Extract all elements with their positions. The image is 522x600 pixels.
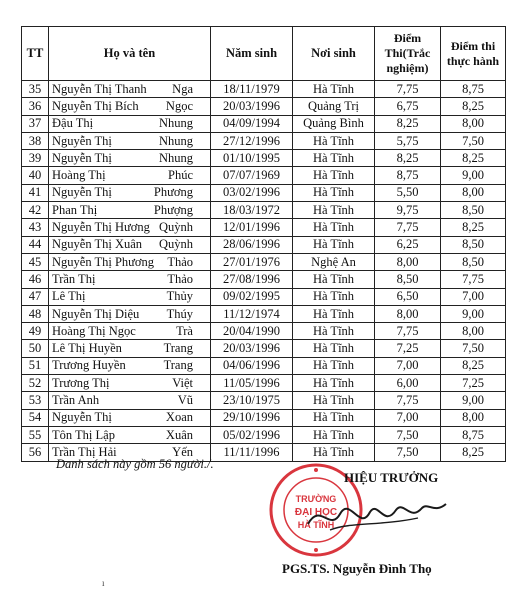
header-practice-score [441,27,506,81]
row-given-name: Vũ [177,392,193,407]
row-theory-score: 6,00 [375,375,441,392]
header-practice-text: Điểm thi thực hành [446,38,500,68]
row-birth-date: 11/12/1974 [211,305,293,322]
signature-title: HIỆU TRƯỞNG [344,470,439,485]
row-full-name [49,219,211,236]
row-tt: 37 [22,115,49,132]
row-full-name [49,426,211,443]
row-birth-place: Quảng Trị [293,98,375,115]
row-birth-date: 12/01/1996 [211,219,293,236]
row-birth-place: Hà Tĩnh [293,375,375,392]
table-row [22,392,506,409]
table-row [22,132,506,149]
table-row [22,167,506,184]
row-birth-place: Hà Tĩnh [293,444,375,461]
row-given-name: Nhung [158,150,193,165]
row-birth-place: Hà Tĩnh [293,323,375,340]
row-tt: 39 [22,150,49,167]
row-tt: 49 [22,323,49,340]
row-theory-score: 8,25 [375,115,441,132]
signer-name: PGS.TS. Nguyễn Đình Thọ [282,561,432,576]
table-row [22,409,506,426]
row-birth-date: 27/12/1996 [211,132,293,149]
row-given-name: Việt [172,375,193,390]
row-given-name: Yến [172,444,193,459]
row-given-name: Quỳnh [158,220,193,235]
table-row [22,236,506,253]
row-birth-date: 03/02/1996 [211,184,293,201]
row-surname: Nguyễn Thị Phương [52,254,155,269]
row-full-name [49,340,211,357]
row-given-name: Ngọc [165,98,193,113]
row-full-name [49,202,211,219]
table-row [22,184,506,201]
row-theory-score: 5,50 [375,184,441,201]
table-row [22,150,506,167]
row-full-name [49,253,211,270]
row-surname: Trương Thị [52,375,110,390]
row-tt: 55 [22,426,49,443]
header-theory-text: Điểm Thi(Trắc nghiệm) [384,31,431,75]
row-practice-score: 9,00 [441,305,506,322]
row-tt: 41 [22,184,49,201]
row-practice-score: 7,00 [441,288,506,305]
row-surname: Lê Thị [52,289,86,304]
row-theory-score: 7,75 [375,81,441,98]
header-birth-place: Nơi sinh [293,27,375,81]
row-surname: Trương Huyền [52,358,126,373]
row-practice-score: 8,50 [441,202,506,219]
row-surname: Nguyễn Thị Bích [52,98,139,113]
row-theory-score: 5,75 [375,132,441,149]
row-birth-date: 23/10/1975 [211,392,293,409]
row-given-name: Xoan [165,410,193,425]
row-surname: Nguyễn Thị Diệu [52,306,140,321]
row-birth-date: 04/09/1994 [211,115,293,132]
table-row [22,81,506,98]
row-surname: Đậu Thị [52,116,94,131]
row-theory-score: 8,00 [375,305,441,322]
row-birth-date: 18/03/1972 [211,202,293,219]
row-surname: Nguyễn Thị Thanh [52,81,147,96]
row-theory-score: 7,50 [375,444,441,461]
row-birth-date: 20/04/1990 [211,323,293,340]
row-birth-place: Hà Tĩnh [293,167,375,184]
table-row [22,115,506,132]
row-full-name [49,81,211,98]
row-birth-place: Hà Tĩnh [293,288,375,305]
score-table [21,26,506,462]
row-practice-score: 8,75 [441,81,506,98]
row-birth-date: 01/10/1995 [211,150,293,167]
row-full-name [49,184,211,201]
row-birth-place: Hà Tĩnh [293,340,375,357]
row-practice-score: 7,50 [441,132,506,149]
row-tt: 44 [22,236,49,253]
row-tt: 42 [22,202,49,219]
row-theory-score: 7,50 [375,426,441,443]
row-given-name: Nga [172,81,193,96]
row-surname: Tôn Thị Lập [52,427,115,442]
row-birth-date: 28/06/1996 [211,236,293,253]
row-birth-date: 20/03/1996 [211,340,293,357]
row-given-name: Thảo [167,254,193,269]
row-given-name: Xuân [165,427,193,442]
row-birth-date: 05/02/1996 [211,426,293,443]
row-given-name: Quỳnh [158,237,193,252]
table-row [22,323,506,340]
row-birth-place: Hà Tĩnh [293,392,375,409]
row-birth-date: 11/05/1996 [211,375,293,392]
row-full-name [49,167,211,184]
row-surname: Trần Thị [52,271,96,286]
row-theory-score: 6,50 [375,288,441,305]
row-surname: Nguyễn Thị [52,185,112,200]
row-surname: Nguyễn Thị Xuân [52,237,143,252]
row-tt: 51 [22,357,49,374]
row-theory-score: 7,75 [375,219,441,236]
row-birth-place: Hà Tĩnh [293,132,375,149]
row-full-name [49,236,211,253]
row-theory-score: 7,75 [375,323,441,340]
page-mark: ı [102,578,105,588]
row-tt: 36 [22,98,49,115]
header-theory-score [375,27,441,81]
row-practice-score: 8,25 [441,219,506,236]
row-theory-score: 8,00 [375,253,441,270]
row-given-name: Thủy [166,289,193,304]
row-birth-date: 27/08/1996 [211,271,293,288]
row-given-name: Thảo [167,271,193,286]
row-birth-place: Hà Tĩnh [293,305,375,322]
row-practice-score: 8,50 [441,236,506,253]
table-row [22,340,506,357]
row-theory-score: 8,50 [375,271,441,288]
row-birth-date: 09/02/1995 [211,288,293,305]
row-given-name: Trang [163,341,193,356]
table-body [22,81,506,462]
row-birth-date: 27/01/1976 [211,253,293,270]
row-birth-date: 20/03/1996 [211,98,293,115]
row-birth-place: Hà Tĩnh [293,357,375,374]
row-tt: 38 [22,132,49,149]
row-tt: 53 [22,392,49,409]
row-surname: Hoàng Thị Ngọc [52,323,136,338]
row-birth-place: Hà Tĩnh [293,271,375,288]
row-practice-score: 8,25 [441,98,506,115]
row-given-name: Trang [163,358,193,373]
table-row [22,219,506,236]
row-practice-score: 8,25 [441,444,506,461]
table-row [22,426,506,443]
row-given-name: Phúc [168,168,193,183]
row-theory-score: 8,25 [375,150,441,167]
row-birth-place: Hà Tĩnh [293,409,375,426]
row-birth-place: Hà Tĩnh [293,236,375,253]
row-practice-score: 9,00 [441,392,506,409]
row-given-name: Thúy [166,306,193,321]
row-birth-place: Nghệ An [293,253,375,270]
row-practice-score: 9,00 [441,167,506,184]
row-theory-score: 6,75 [375,98,441,115]
row-given-name: Nhung [158,116,193,131]
row-birth-date: 07/07/1969 [211,167,293,184]
row-tt: 50 [22,340,49,357]
row-given-name: Phương [153,185,193,200]
row-practice-score: 8,00 [441,184,506,201]
row-practice-score: 8,75 [441,426,506,443]
table-row [22,98,506,115]
row-theory-score: 7,75 [375,392,441,409]
row-given-name: Trà [176,323,193,338]
table-header-row [22,27,506,81]
row-full-name [49,392,211,409]
row-full-name [49,271,211,288]
row-practice-score: 7,25 [441,375,506,392]
row-surname: Phan Thị [52,202,98,217]
row-birth-place: Hà Tĩnh [293,81,375,98]
row-birth-place: Hà Tĩnh [293,202,375,219]
row-surname: Nguyễn Thị [52,133,112,148]
header-name: Họ và tên [49,27,211,81]
row-given-name: Phượng [153,202,193,217]
row-theory-score: 9,75 [375,202,441,219]
header-birth-year: Năm sinh [211,27,293,81]
table-row [22,288,506,305]
row-full-name [49,288,211,305]
row-practice-score: 8,25 [441,357,506,374]
row-theory-score: 7,00 [375,409,441,426]
row-surname: Nguyễn Thị [52,150,112,165]
row-surname: Nguyễn Thị Hương [52,220,150,235]
row-surname: Trần Thị Hải [52,444,117,459]
row-practice-score: 8,25 [441,150,506,167]
row-tt: 56 [22,444,49,461]
row-full-name [49,305,211,322]
row-full-name [49,115,211,132]
table-row [22,375,506,392]
row-birth-date: 11/11/1996 [211,444,293,461]
row-surname: Trần Anh [52,392,100,407]
row-tt: 46 [22,271,49,288]
row-theory-score: 7,25 [375,340,441,357]
row-full-name [49,323,211,340]
row-full-name [49,375,211,392]
table-row [22,271,506,288]
row-practice-score: 7,50 [441,340,506,357]
row-tt: 45 [22,253,49,270]
row-birth-date: 04/06/1996 [211,357,293,374]
table-row [22,253,506,270]
handwritten-signature [297,492,450,542]
row-given-name: Nhung [158,133,193,148]
row-practice-score: 8,00 [441,409,506,426]
row-tt: 43 [22,219,49,236]
row-birth-date: 29/10/1996 [211,409,293,426]
table-row [22,305,506,322]
row-tt: 35 [22,81,49,98]
row-birth-place: Quảng Bình [293,115,375,132]
table-row [22,357,506,374]
row-practice-score: 8,50 [441,253,506,270]
row-theory-score: 8,75 [375,167,441,184]
row-full-name [49,150,211,167]
row-full-name [49,132,211,149]
row-birth-place: Hà Tĩnh [293,426,375,443]
row-practice-score: 8,00 [441,323,506,340]
row-birth-place: Hà Tĩnh [293,150,375,167]
row-full-name [49,357,211,374]
row-surname: Nguyễn Thị [52,410,112,425]
row-practice-score: 8,00 [441,115,506,132]
svg-text:HÀ TĨNH: HÀ TĨNH [297,520,335,530]
row-full-name [49,98,211,115]
svg-text:TRƯỜNG: TRƯỜNG [295,494,337,504]
row-surname: Hoàng Thị [52,168,106,183]
row-full-name [49,409,211,426]
row-practice-score: 7,75 [441,271,506,288]
row-tt: 47 [22,288,49,305]
row-theory-score: 7,00 [375,357,441,374]
row-surname: Lê Thị Huyền [52,341,122,356]
row-tt: 40 [22,167,49,184]
row-tt: 48 [22,305,49,322]
row-tt: 54 [22,409,49,426]
row-theory-score: 6,25 [375,236,441,253]
row-birth-place: Hà Tĩnh [293,219,375,236]
table-row [22,202,506,219]
row-tt: 52 [22,375,49,392]
row-birth-place: Hà Tĩnh [293,184,375,201]
row-birth-date: 18/11/1979 [211,81,293,98]
svg-text:ĐẠI HỌC: ĐẠI HỌC [294,507,338,518]
header-tt: TT [22,27,49,81]
list-count-note: Danh sách này gồm 56 người./. [56,457,214,471]
